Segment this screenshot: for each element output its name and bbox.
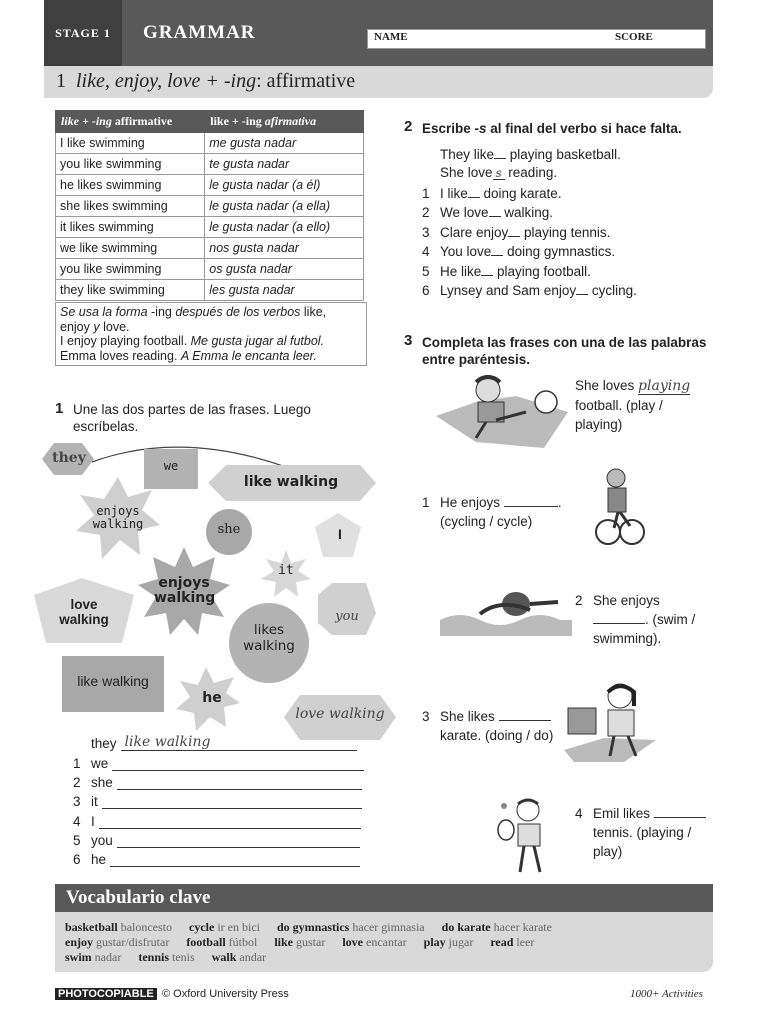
shape-like-walking-1-label: like walking [243,474,339,490]
ex1-answer-row: 2 she [73,775,362,790]
ex2-item: 6 Lynsey and Sam enjoy cycling. [422,283,637,298]
name-label: NAME [374,31,408,43]
ex1-answer-line[interactable] [99,814,361,829]
football-player-illustration [436,372,568,450]
section-title [56,70,355,93]
table-row: I like swimming me gusta nadar [56,133,364,154]
ex2-item: 5 He like playing football. [422,264,591,279]
section-title-italic: like, enjoy, love + -ing [76,70,257,92]
photocopiable-badge: PHOTOCOPIABLE [55,988,157,1000]
shape-love-walking-2-label: love walking [295,706,385,722]
section-number: 1 [56,70,66,92]
ex1-answer-line[interactable] [112,756,364,771]
ex1-answer-line[interactable] [117,833,360,848]
ex1-answer-row: 5 you [73,833,360,848]
ex3-item: 1 He enjoys . (cycling / cycle) [422,495,562,529]
ex3-item: 2 She enjoys . (swim / swimming). [575,593,696,646]
shape-enjoys-walking-1-label: enjoys walking [92,504,144,531]
ex2-item: 2 We love walking. [422,205,554,220]
ex3-blank[interactable] [504,494,558,507]
page-title: GRAMMAR [143,22,256,43]
ex1-answer-line[interactable] [117,775,362,790]
ex1-instruction: Une las dos partes de las frases. Luego escríbelas. [73,402,311,434]
name-score-field[interactable] [367,29,706,49]
shape-enjoys-walking-2-label: enjoys walking [154,575,216,606]
ex1-answer-row: 3 it [73,794,362,809]
karate-girl-illustration [564,680,656,762]
shape-i-label: I [338,526,342,542]
ex2-item: 4 You love doing gymnastics. [422,244,616,259]
tennis-boy-illustration [496,796,558,878]
shape-love-walking-1-label: love walking [59,597,109,627]
series-name: 1000+ Activities [630,988,703,1000]
table-row: you like swimming te gusta nadar [56,154,364,175]
shape-we-label: we [163,459,179,473]
section-title-rest: : affirmative [256,70,356,92]
ex1-answer-line[interactable]: like walking [121,736,357,751]
shape-she-label: she [217,522,241,537]
grammar-table [55,110,364,301]
ex2-example: She love s reading. [440,165,558,180]
grammar-note: Se usa la forma -ing después de los verbos like, enjoy y love. I enjoy playing football. Me gusta jugar al futbol. Emma loves reading. A Emma le encanta leer. [55,302,367,366]
shape-likes-walking-label: likes walking [243,622,295,654]
swimmer-illustration [440,584,572,636]
table-row: she likes swimming le gusta nadar (a ella) [56,196,364,217]
shape-you-label: you [335,609,359,624]
ex3-blank[interactable] [593,611,645,624]
ex3-example: She loves playing football. (play / playing) [575,378,691,432]
cyclist-illustration [594,466,646,548]
ex2-item: 1 I like doing karate. [422,186,562,201]
ex1-answer-row: 6 he [73,852,360,867]
ex1-answer-row: 1 we [73,756,364,771]
table-row: we like swimming nos gusta nadar [56,238,364,259]
ex3-blank[interactable] [499,708,551,721]
ex2-example: They like playing basketball. [440,147,621,162]
vocab-list: basketball baloncesto cycle ir en bici do gymnastics hacer gimnasia do karate hacer karate enjoy gustar/disfrutar football fútbol like gustar love encantar play jugar read leer swim nadar tennis tenis walk andar [55,912,713,972]
shape-it-label: it [278,563,294,578]
table-row: he likes swimming le gusta nadar (a él) [56,175,364,196]
shape-he-label: he [202,690,222,706]
table-header-spanish: like + -ing afirmativa [205,111,364,133]
table-header-row [56,111,364,133]
vocab-title: Vocabulario clave [55,884,713,912]
ex3-instruction: Completa las frases con una de las palabras entre paréntesis. [422,335,707,367]
table-header-english: like + -ing affirmative [56,111,205,133]
shape-they-label: they [52,450,86,466]
shape-like-walking-2-label: like walking [77,673,149,689]
ex3-item: 4 Emil likes tennis. (playing / play) [575,804,715,861]
ex3-item: 3 She likes karate. (doing / do) [422,709,554,743]
table-row: it likes swimming le gusta nadar (a ello) [56,217,364,238]
table-row: you like swimming os gusta nadar [56,259,364,280]
ex2-item: 3 Clare enjoy playing tennis. [422,225,611,240]
ex1-answer-line[interactable] [110,852,360,867]
ex3-number: 3 [404,332,413,349]
ex1-number: 1 [55,400,64,417]
stage-label: STAGE 1 [44,0,122,66]
ex1-answer-row: they like walking [73,736,357,751]
ex2-instruction: Escribe -s al final del verbo si hace falta. [422,121,682,136]
ex1-answer-line[interactable] [102,794,362,809]
table-row: they like swimming les gusta nadar [56,280,364,301]
ex1-answer-row: 4 I [73,814,361,829]
publisher-credit: © Oxford University Press [162,988,289,1000]
ex3-blank[interactable] [654,805,706,818]
ex2-number: 2 [404,118,413,135]
score-label: SCORE [615,31,653,43]
